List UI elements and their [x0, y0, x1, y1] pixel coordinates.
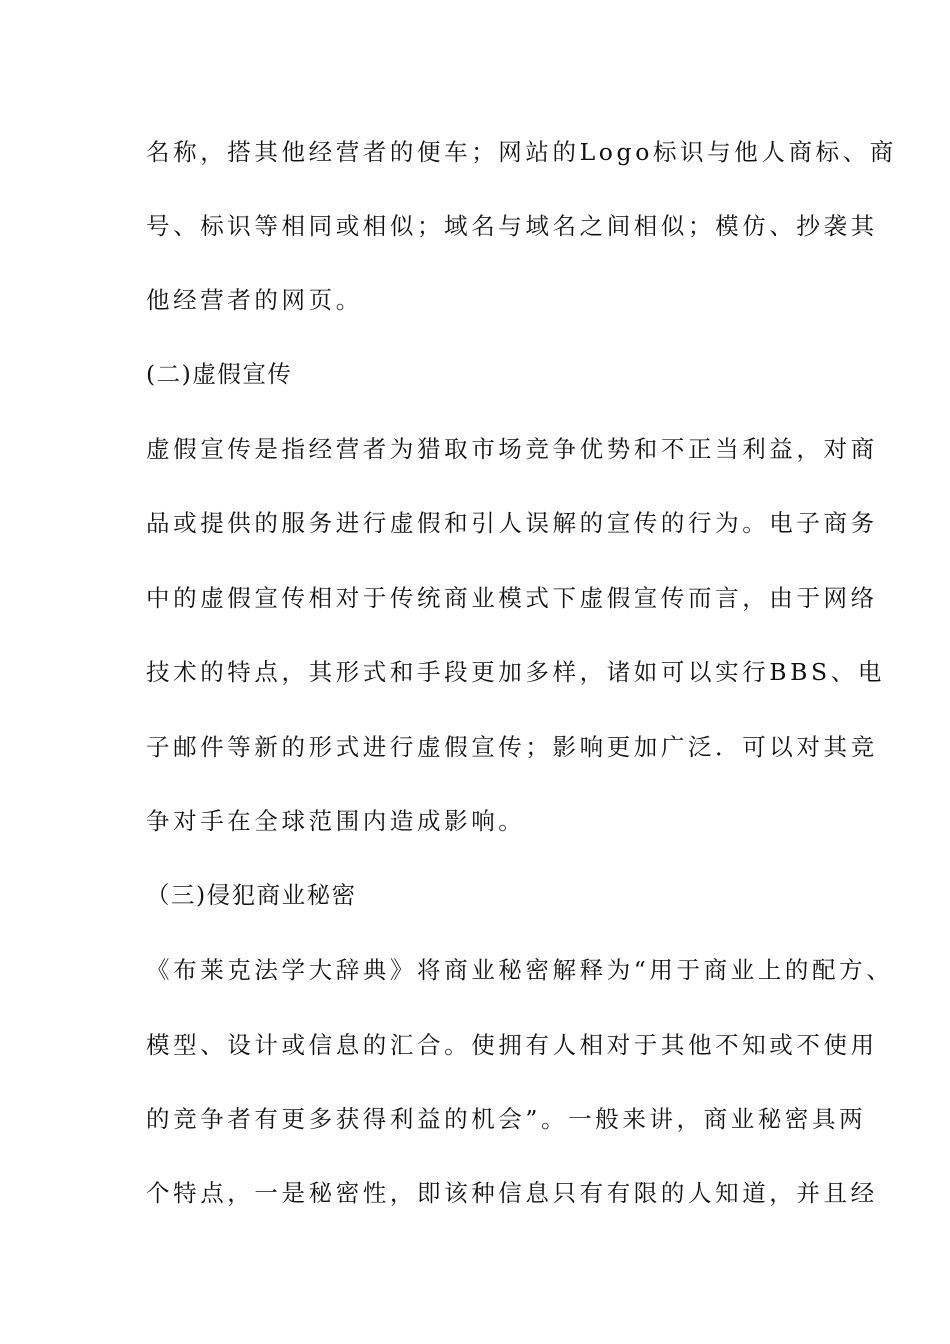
paragraph-line: 虚假宣传是指经营者为猎取市场竞争优势和不正当利益，对商 — [146, 435, 878, 463]
section-heading: (二)虚假宣传 — [146, 360, 293, 388]
paragraph-line: 争对手在全球范围内造成影响。 — [146, 807, 526, 835]
paragraph-line: 他经营者的网页。 — [146, 286, 363, 314]
section-heading: （三)侵犯商业秘密 — [146, 881, 357, 909]
paragraph-line: 的竞争者有更多获得利益的机会”。一般来讲，商业秘密具两 — [146, 1105, 867, 1133]
paragraph-line: 模型、设计或信息的汇合。使拥有人相对于其他不知或不使用 — [146, 1031, 878, 1059]
paragraph-line: 中的虚假宣传相对于传统商业模式下虚假宣传而言，由于网络 — [146, 584, 878, 612]
paragraph-line: 号、标识等相同或相似；域名与域名之间相似；模仿、抄袭其 — [146, 212, 878, 240]
paragraph-line: 个特点，一是秘密性，即该种信息只有有限的人知道，并且经 — [146, 1179, 878, 1207]
paragraph-line: 子邮件等新的形式进行虚假宣传；影响更加广泛．可以对其竞 — [146, 733, 878, 761]
paragraph-line: 技术的特点，其形式和手段更加多样，诸如可以实行BBS、电 — [146, 658, 885, 686]
paragraph-line: 品或提供的服务进行虚假和引人误解的宣传的行为。电子商务 — [146, 509, 878, 537]
paragraph-line: 《布莱克法学大辞典》将商业秘密解释为“用于商业上的配方、 — [146, 956, 894, 984]
paragraph-line: 名称，搭其他经营者的便车；网站的Logo标识与他人商标、商 — [146, 138, 897, 166]
